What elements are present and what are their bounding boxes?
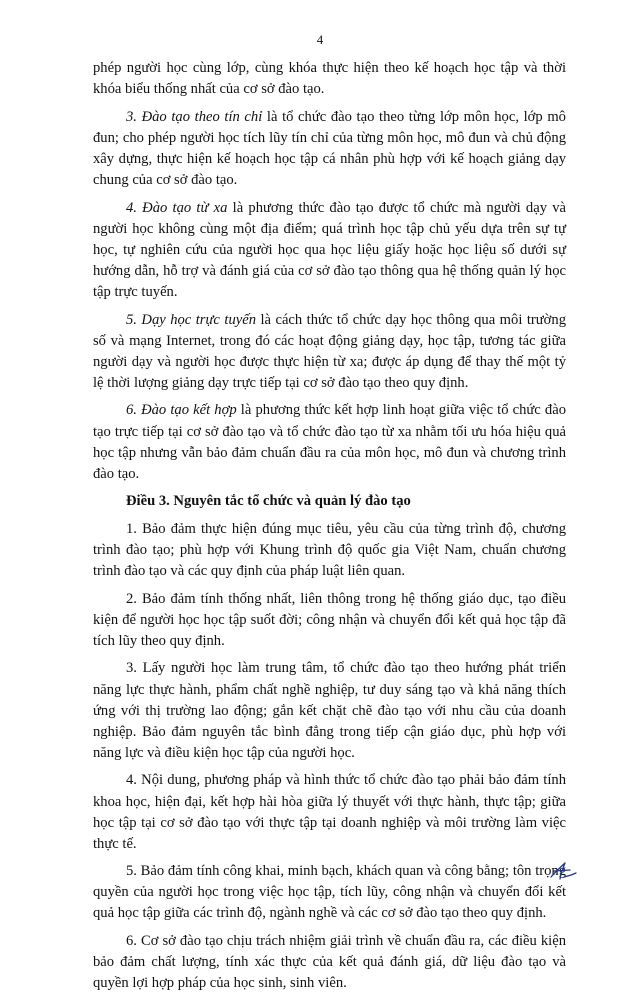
page-number: 4: [316, 32, 324, 47]
definition-term: 6. Đào tạo kết hợp: [126, 402, 237, 419]
principle-paragraph: 6. Cơ sở đào tạo chịu trách nhiệm giải trình về chuẩn đầu ra, các điều kiện bảo đảm chất lượng, tính xác thực của kết quả đánh giá, dữ liệu đào tạo và quyền lợi hợp pháp của học sinh, sinh viên.: [93, 933, 566, 992]
definition-paragraph: [93, 107, 566, 191]
definition-paragraph: [93, 310, 566, 394]
definition-text: là phương thức đào tạo được tổ chức mà người dạy và người học không cùng một địa điểm; quá trình học tập chủ yếu dựa trên sự tự học, tự nghiên cứu của người học qua học liệu giấy hoặc học liệu số dưới sự hướng dẫn, hỗ trợ và đánh giá của cơ sở đào tạo thông qua hệ thống quản lý học tập trực tuyến.: [93, 199, 566, 300]
principle-paragraph: 1. Bảo đảm thực hiện đúng mục tiêu, yêu cầu của từng trình độ, chương trình đào tạo; phù hợp với Khung trình độ quốc gia Việt Nam, chuẩn chương trình đào tạo và các quy định của pháp luật liên quan.: [93, 520, 566, 580]
definition-term: 4. Đào tạo từ xa: [126, 199, 228, 216]
continuation-paragraph: phép người học cùng lớp, cùng khóa thực hiện theo kế hoạch học tập và thời khóa biểu thống nhất của cơ sở đào tạo.: [93, 60, 566, 98]
handwritten-initials-icon: [548, 860, 578, 882]
principle-paragraph: 4. Nội dung, phương pháp và hình thức tổ chức đào tạo phải bảo đảm tính khoa học, hiện đại, kết hợp hài hòa giữa lý thuyết với thực hành, thực tập; giữa học tập tại cơ sở đào tạo với thực tập tại doanh nghiệp và môi trường làm việc thực tế.: [93, 772, 566, 852]
definition-text: là tổ chức đào tạo theo từng lớp môn học, lớp mô đun; cho phép người học tích lũy tín chỉ của từng môn học, mô đun và chủ động xây dựng, thực hiện kế hoạch học tập cá nhân phù hợp với kế hoạch giảng dạy chung của cơ sở đào tạo.: [93, 108, 566, 188]
principle-paragraph: 2. Bảo đảm tính thống nhất, liên thông trong hệ thống giáo dục, tạo điều kiện để người học học tập suốt đời; công nhận và chuyển đổi kết quả học tập đã tích lũy theo quy định.: [93, 590, 566, 649]
document-body: [93, 58, 566, 1001]
definition-text: là cách thức tổ chức dạy học thông qua môi trường số và mạng Internet, trong đó các hoạt động giảng dạy, học tập, tương tác giữa người dạy và người học được thực hiện từ xa; được áp dụng để thay thế một tỷ lệ thời lượng giảng dạy trực tiếp tại cơ sở đào tạo theo quy định.: [93, 311, 566, 391]
article-heading: Điều 3. Nguyên tắc tổ chức và quản lý đào tạo: [126, 493, 411, 510]
principle-paragraph: 5. Bảo đảm tính công khai, minh bạch, khách quan và công bằng; tôn trọng quyền của người học trong việc học tập, tích lũy, công nhận và chuyển đổi kết quả học tập giữa các trình độ, ngành nghề và các cơ sở đào tạo theo quy định.: [93, 863, 566, 922]
definition-term: 5. Dạy học trực tuyến: [126, 311, 256, 328]
definition-paragraph: [93, 198, 566, 303]
definition-text: là phương thức kết hợp linh hoạt giữa việc tổ chức đào tạo trực tiếp tại cơ sở đào tạo và tổ chức đào tạo từ xa nhằm tối ưu hóa hiệu quả học tập nhưng vẫn bảo đảm chuẩn đầu ra của môn học, mô đun và chương trình đào tạo.: [93, 402, 566, 482]
definition-term: 3. Đào tạo theo tín chỉ: [126, 108, 263, 125]
definition-paragraph: [93, 400, 566, 484]
principle-paragraph: 3. Lấy người học làm trung tâm, tổ chức đào tạo theo hướng phát triển năng lực thực hành, phẩm chất nghề nghiệp, tư duy sáng tạo và khả năng thích ứng với thị trường lao động; gắn kết chặt chẽ đào tạo với nhu cầu của doanh nghiệp. Bảo đảm nguyên tắc bình đẳng trong tiếp cận giáo dục, phù hợp với năng lực và điều kiện học tập của người học.: [93, 660, 566, 761]
